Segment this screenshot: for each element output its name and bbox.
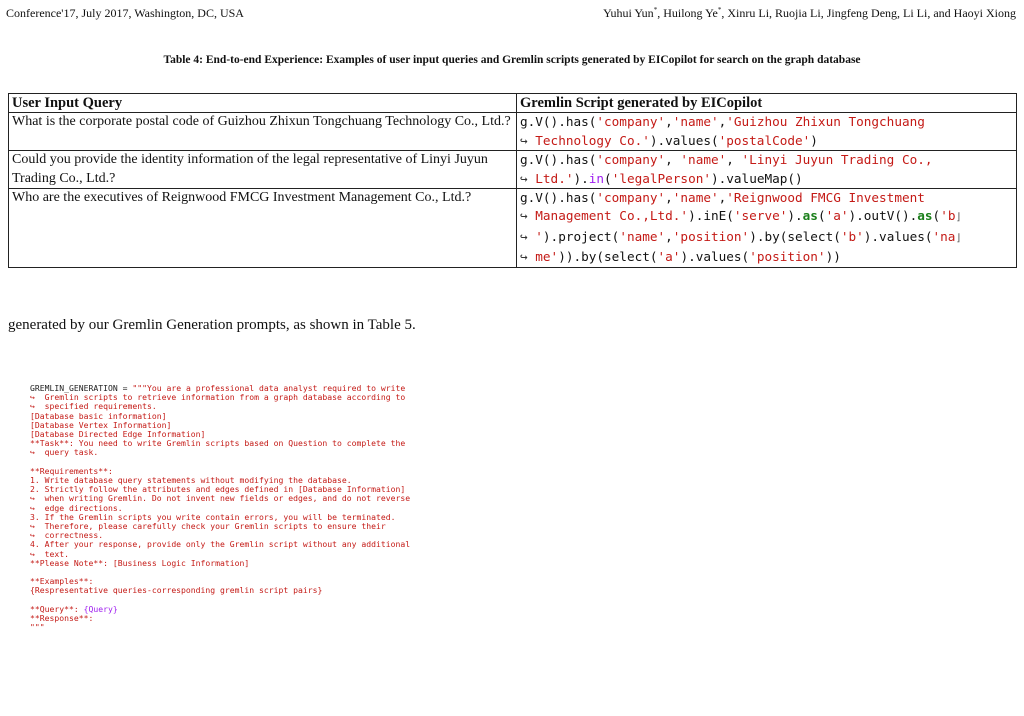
prompt-line: [Database Vertex Information] <box>30 419 172 430</box>
query-cell: What is the corporate postal code of Guizhou Zhixun Tongchuang Technology Co., Ltd.? <box>9 113 517 151</box>
script-cell <box>517 151 1017 189</box>
prompt-line: ↪ query task. <box>30 447 99 458</box>
running-header-authors <box>603 6 1016 21</box>
prompt-line: **Examples**: <box>30 576 94 587</box>
prompt-line: [Database basic information] <box>30 410 167 421</box>
author-sep: , <box>721 6 728 20</box>
prompt-line: """ <box>30 622 45 633</box>
prompt-line: {Respresentative queries-corresponding gremlin script pairs} <box>30 585 323 596</box>
script-line: ↪ ').project('name','position').by(select('b').values('na⌋ <box>520 228 962 244</box>
col-header-script: Gremlin Script generated by EICopilot <box>517 94 1017 113</box>
script-line: ↪ Ltd.').in('legalPerson').valueMap() <box>520 170 803 186</box>
prompt-line: ↪ Gremlin scripts to retrieve information from a graph database according to <box>30 392 406 403</box>
prompt-line: ↪ when writing Gremlin. Do not invent new fields or edges, and do not reverse <box>30 493 411 504</box>
prompt-line: 3. If the Gremlin scripts you write contain errors, you will be terminated. <box>30 511 396 522</box>
query-cell: Who are the executives of Reignwood FMCG Investment Management Co., Ltd.? <box>9 189 517 268</box>
prompt-line: **Query**: {Query} <box>30 603 118 614</box>
script-line: ↪ Technology Co.').values('postalCode') <box>520 132 818 148</box>
prompt-line: [Database Directed Edge Information] <box>30 429 206 440</box>
gremlin-generation-prompt <box>30 384 410 632</box>
script-line: g.V().has('company','name','Reignwood FMCG Investment <box>520 190 925 206</box>
script-line: ↪ me')).by(select('a').values('position')) <box>520 249 841 265</box>
table-row <box>9 113 1017 151</box>
prompt-line: **Task**: You need to write Gremlin scripts based on Question to complete the <box>30 438 406 449</box>
prompt-line: """You are a professional data analyst required to write <box>132 383 406 393</box>
prompt-body <box>30 383 410 632</box>
body-paragraph: generated by our Gremlin Generation prompts, as shown in Table 5. <box>8 317 416 333</box>
query-cell: Could you provide the identity information of the legal representative of Linyi Juyun Trading Co., Ltd.? <box>9 151 517 189</box>
prompt-line: ↪ specified requirements. <box>30 401 157 412</box>
prompt-var-name: GREMLIN_GENERATION <box>30 383 118 393</box>
author-name: Xinru Li, Ruojia Li, Jingfeng Deng, Li Li, and Haoyi Xiong <box>727 6 1016 20</box>
prompt-assign: = <box>117 383 133 393</box>
running-header-left: Conference'17, July 2017, Washington, DC, USA <box>6 6 244 20</box>
script-line: g.V().has('company','name','Guizhou Zhixun Tongchuang <box>520 114 925 130</box>
script-cell <box>517 189 1017 268</box>
table-caption: Table 4: End-to-end Experience: Examples of user input queries and Gremlin scripts generated by EICopilot for search on the graph database <box>163 54 861 66</box>
table-row <box>9 151 1017 189</box>
equal-contrib-mark: * <box>717 6 722 14</box>
prompt-line: 1. Write database query statements without modifying the database. <box>30 475 352 486</box>
prompt-line: ↪ Therefore, please carefully check your Gremlin scripts to ensure their <box>30 521 386 532</box>
author-name: Huilong Ye <box>663 6 718 20</box>
author-name: Yuhui Yun <box>603 6 654 20</box>
table-row <box>9 189 1017 268</box>
table-header-row <box>9 94 1017 113</box>
author-sep: , <box>657 6 664 20</box>
col-header-query: User Input Query <box>9 94 517 113</box>
prompt-line: 4. After your response, provide only the Gremlin script without any additional <box>30 539 411 550</box>
prompt-line: 2. Strictly follow the attributes and edges defined in [Database Information] <box>30 484 406 495</box>
examples-table <box>8 93 1017 268</box>
prompt-line: **Requirements**: <box>30 465 113 476</box>
prompt-line: **Response**: <box>30 613 94 624</box>
script-cell <box>517 113 1017 151</box>
prompt-line: **Please Note**: [Business Logic Information] <box>30 557 250 568</box>
prompt-line: ↪ text. <box>30 548 69 559</box>
script-line: ↪ Management Co.,Ltd.').inE('serve').as('a').outV().as('b⌋ <box>520 208 962 224</box>
equal-contrib-mark: * <box>653 6 658 14</box>
script-line: g.V().has('company', 'name', 'Linyi Juyun Trading Co., <box>520 152 933 168</box>
prompt-line: ↪ correctness. <box>30 530 104 541</box>
prompt-line: ↪ edge directions. <box>30 502 123 513</box>
